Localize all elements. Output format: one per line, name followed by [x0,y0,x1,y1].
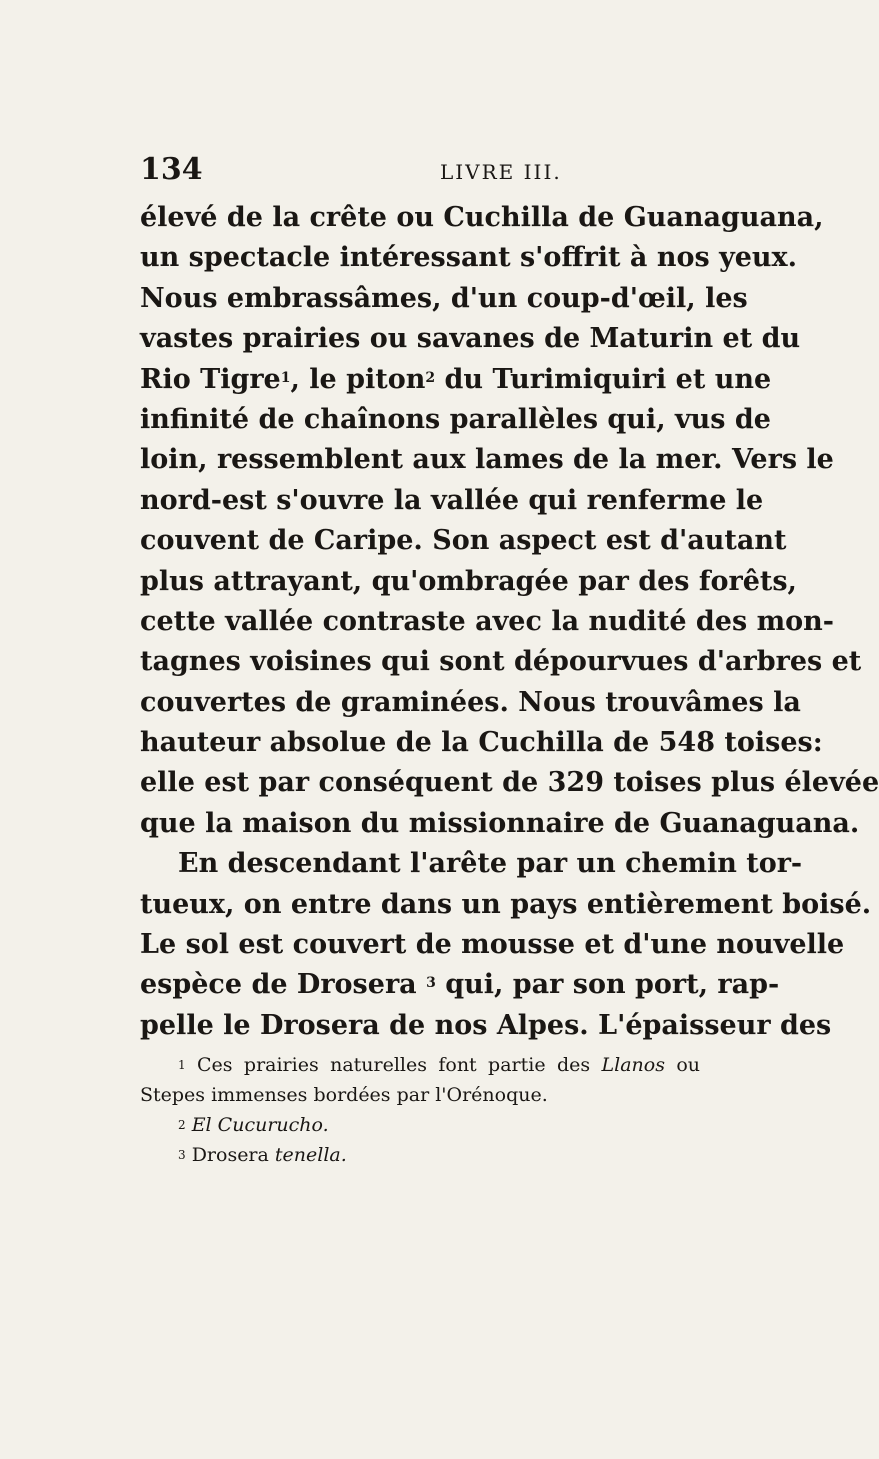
text-line [140,965,780,1005]
text-line: couvent de Caripe. Son aspect est d'autant [140,525,787,557]
footnotes [140,1050,700,1170]
footnote-1 [140,1050,700,1080]
text-line: élevé de la crête ou Cuchilla de Guanaguana, [140,202,824,233]
text-line: nord-est s'ouvre la vallée qui renferme le [140,484,764,516]
text-line: En descendant l'arête par un chemin tor- [178,848,803,880]
footnote-1-cont: Stepes immenses bordées par l'Orénoque. [140,1084,548,1106]
text-line: pelle le Drosera de nos Alpes. L'épaisseur des [140,1009,832,1041]
page-header [140,152,700,192]
footnote-mark: 2 [178,1118,186,1132]
text-line: un spectacle intéressant s'offrit à nos yeux. [140,242,798,274]
text-line [140,360,772,400]
text-line: infinité de chaînons parallèles qui, vus de [140,403,771,435]
footnote-italic: El Cucurucho. [191,1114,329,1136]
footnote-text: Ces prairies naturelles font partie des [197,1054,591,1076]
footnote-text: ou [676,1054,701,1076]
footnote-mark: 3 [178,1148,186,1162]
text-line: cette vallée contraste avec la nudité des mon- [140,605,834,637]
footnote-italic: Llanos [601,1054,665,1076]
text-line: tueux, on entre dans un pays entièrement boisé. [140,888,872,920]
text-line: couvertes de graminées. Nous trouvâmes la [140,686,801,718]
text-fragment: , le piton [290,363,426,395]
text-line: Le sol est couvert de mousse et d'une nouvelle [140,929,845,961]
text-line: Nous embrassâmes, d'un coup-d'œil, les [140,282,748,314]
main-text [140,198,879,1046]
footnote-italic: tenella. [274,1144,347,1166]
footnote-ref: 2 [425,369,436,386]
footnote-text: Drosera [191,1144,269,1166]
running-head: LIVRE III. [440,160,562,184]
footnote-3 [140,1140,700,1170]
text-line: loin, ressemblent aux lames de la mer. Vers le [140,444,834,476]
text-line: vastes prairies ou savanes de Maturin et du [140,323,801,355]
footnote-2 [140,1110,700,1140]
text-fragment: Rio Tigre [140,363,281,395]
footnote-ref: 3 [426,975,436,992]
text-fragment: espèce de Drosera [140,969,417,1001]
text-line: que la maison du missionnaire de Guanaguana. [140,807,860,839]
text-line: elle est par conséquent de 329 toises plus élevée [140,767,879,799]
page-number: 134 [140,152,203,187]
text-line: plus attrayant, qu'ombragée par des forêts, [140,565,797,597]
footnote-mark: 1 [178,1058,186,1072]
text-line: hauteur absolue de la Cuchilla de 548 toises: [140,727,823,759]
text-line: tagnes voisines qui sont dépourvues d'arbres et [140,646,862,678]
text-fragment: du Turimiquiri et une [444,363,772,395]
text-fragment: qui, par son port, rap- [445,969,780,1001]
footnote-ref: 1 [280,369,291,386]
